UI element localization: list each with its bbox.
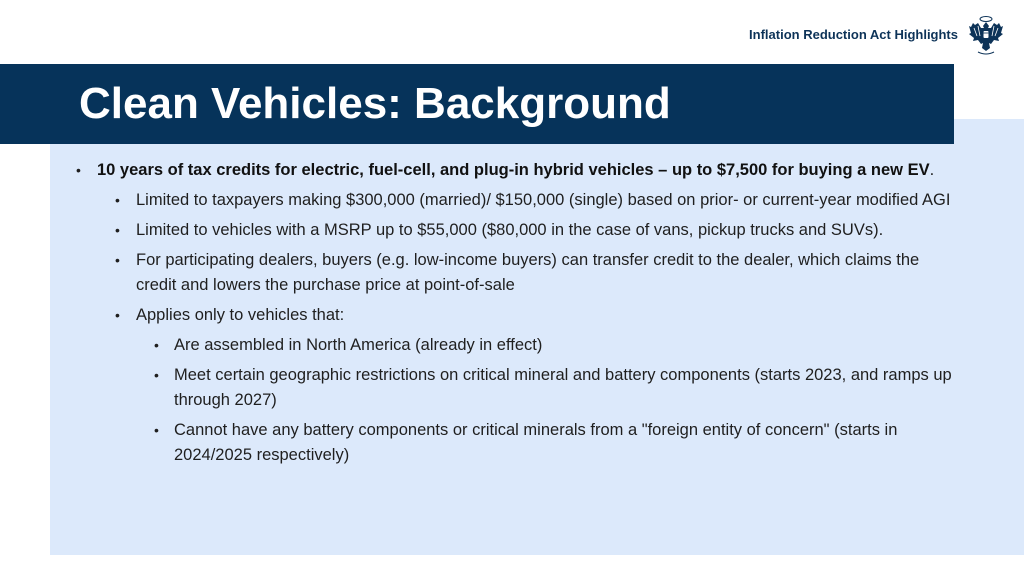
- bullet-icon: •: [76, 162, 81, 178]
- sub-bullet-text: Applies only to vehicles that:: [136, 306, 345, 324]
- list-item: [76, 218, 956, 243]
- subsub-bullet-text: Cannot have any battery components or critical minerals from a "foreign entity of concern" (starts in 2024/2025 respectively): [174, 421, 898, 464]
- bullet-icon: •: [154, 422, 159, 438]
- bullet-icon: •: [115, 252, 120, 268]
- main-bullet-tail: .: [929, 161, 935, 179]
- list-item: [76, 333, 956, 358]
- list-item: [76, 418, 956, 468]
- header-label: Inflation Reduction Act Highlights: [749, 27, 958, 42]
- title-band: [0, 64, 954, 144]
- page-title: Clean Vehicles: Background: [79, 79, 671, 128]
- subsub-bullet-text: Are assembled in North America (already in effect): [174, 336, 543, 354]
- bullet-icon: •: [115, 307, 120, 323]
- bullet-icon: •: [154, 367, 159, 383]
- list-item: [76, 363, 956, 413]
- sub-bullet-text: Limited to vehicles with a MSRP up to $55,000 ($80,000 in the case of vans, pickup trucks and SUVs).: [136, 221, 884, 239]
- sub-bullet-text: Limited to taxpayers making $300,000 (married)/ $150,000 (single) based on prior- or current-year modified AGI: [136, 191, 951, 209]
- bullet-icon: •: [115, 192, 120, 208]
- bullet-icon: •: [115, 222, 120, 238]
- list-item: [76, 303, 956, 328]
- eagle-seal-icon: [966, 14, 1006, 56]
- main-bullet-bold: 10 years of tax credits for electric, fuel-cell, and plug-in hybrid vehicles – up to $7,500 for buying a new EV: [97, 161, 930, 179]
- list-item: [76, 248, 956, 298]
- list-item: [76, 188, 956, 213]
- sub-bullet-text: For participating dealers, buyers (e.g. low-income buyers) can transfer credit to the dealer, which claims the credit and lowers the purchase price at point-of-sale: [136, 251, 920, 294]
- list-item-main: [76, 158, 956, 183]
- subsub-bullet-text: Meet certain geographic restrictions on critical mineral and battery components (starts 2023, and ramps up through 2027): [174, 366, 952, 409]
- bullet-list: [76, 158, 956, 473]
- bullet-icon: •: [154, 337, 159, 353]
